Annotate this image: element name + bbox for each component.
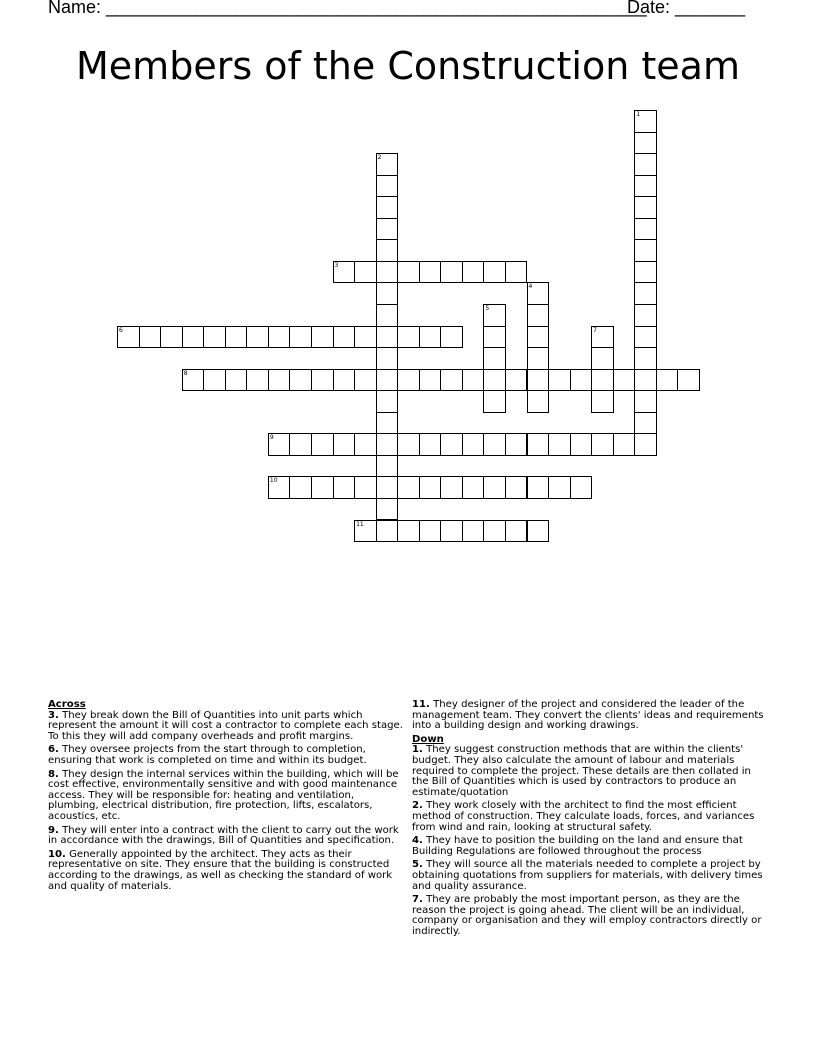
grid-cell[interactable] xyxy=(246,369,269,392)
grid-cell[interactable] xyxy=(527,433,550,456)
grid-cell[interactable] xyxy=(483,347,506,370)
grid-cell[interactable] xyxy=(203,369,226,392)
down-clue-7: 7. They are probably the most important person, as they are the reason the project is going ahead. The client will be an individual, company or organisation and they will employ contractors directly or indirectly. xyxy=(412,894,762,937)
grid-cell[interactable] xyxy=(634,433,657,456)
clue-number-label: 11 xyxy=(356,520,364,528)
grid-cell[interactable] xyxy=(548,476,571,499)
grid-cell[interactable] xyxy=(591,433,614,456)
grid-cell[interactable] xyxy=(376,520,399,543)
grid-cell[interactable] xyxy=(505,433,528,456)
clue-number-label: 1 xyxy=(636,111,641,118)
clue-number-label: 2 xyxy=(377,154,382,162)
grid-cell[interactable] xyxy=(634,218,657,241)
grid-cell[interactable] xyxy=(677,369,700,392)
grid-cell[interactable] xyxy=(333,433,356,456)
grid-cell[interactable] xyxy=(376,433,399,456)
grid-cell[interactable] xyxy=(527,476,550,499)
grid-cell[interactable] xyxy=(527,369,550,392)
clue-number-label: 5 xyxy=(485,305,490,312)
across-heading: Across xyxy=(48,699,86,710)
grid-cell[interactable] xyxy=(376,261,399,284)
grid-cell[interactable] xyxy=(505,261,528,284)
grid-cell[interactable] xyxy=(570,369,593,392)
page-title: Members of the Construction team xyxy=(76,44,740,88)
down-clue-2: 2. They work closely with the architect to find the most efficient method of construction. They calculate loads, forces, and variances from wind and rain, looking at structural safety. xyxy=(412,800,755,833)
grid-cell[interactable] xyxy=(225,369,248,392)
grid-cell[interactable] xyxy=(548,369,571,392)
grid-cell[interactable] xyxy=(376,304,399,327)
across-clue-10: 10. Generally appointed by the architect. They acts as their representative on site. They ensure that the building is constructed according to the drawings, as well as checking the standard of work and quality of materials. xyxy=(48,848,393,892)
across-clue-6: 6. They oversee projects from the start through to completion, ensuring that work is completed on time and within its budget. xyxy=(48,744,367,766)
grid-cell[interactable] xyxy=(634,347,657,370)
grid-cell[interactable] xyxy=(376,218,399,241)
grid-cell[interactable] xyxy=(333,326,356,349)
grid-cell[interactable] xyxy=(634,175,657,198)
grid-cell[interactable] xyxy=(311,433,334,456)
grid-cell[interactable] xyxy=(634,326,657,349)
across-clue-8: 8. They design the internal services within the building, which will be cost effective, environmentally sensitive and with good maintenance access. They will be responsible for: heating and ventilation, plumbing, electrical distribution, fire protection, lifts, escalators, acoustics, etc. xyxy=(48,768,399,822)
grid-cell[interactable] xyxy=(527,347,550,370)
grid-cell[interactable] xyxy=(634,132,657,155)
across-clue-11: 11. They designer of the project and considered the leader of the management team. They convert the clients' ideas and requirements into a building design and working drawings. xyxy=(412,699,764,732)
grid-cell[interactable] xyxy=(397,520,420,543)
grid-cell[interactable] xyxy=(483,433,506,456)
grid-cell[interactable] xyxy=(419,433,442,456)
down-clue-5: 5. They will source all the materials needed to complete a project by obtaining quotations from suppliers for materials, with delivery times and quality assurance. xyxy=(412,859,763,892)
grid-cell[interactable] xyxy=(397,369,420,392)
grid-cell[interactable] xyxy=(376,239,399,262)
across-clue-3: 3. They break down the Bill of Quantities into unit parts which represent the amount it will cost a contractor to complete each stage. To this they will add company overheads and profit margins. xyxy=(48,709,403,742)
grid-cell[interactable] xyxy=(311,476,334,499)
grid-cell[interactable] xyxy=(419,476,442,499)
grid-cell[interactable] xyxy=(591,369,614,392)
grid-cell[interactable] xyxy=(527,326,550,349)
grid-cell[interactable] xyxy=(634,369,657,392)
grid-cell[interactable] xyxy=(656,369,679,392)
clue-number-label: 9 xyxy=(269,434,274,442)
grid-cell[interactable] xyxy=(225,326,248,349)
grid-cell[interactable] xyxy=(289,369,312,392)
grid-cell[interactable] xyxy=(527,304,550,327)
clue-number-label: 6 xyxy=(119,326,123,334)
grid-cell[interactable] xyxy=(440,326,463,349)
grid-cell[interactable] xyxy=(505,369,528,392)
grid-cell[interactable] xyxy=(505,520,528,543)
grid-cell[interactable] xyxy=(354,476,377,499)
grid-cell[interactable] xyxy=(333,476,356,499)
grid-cell[interactable] xyxy=(376,369,399,392)
grid-cell[interactable] xyxy=(311,369,334,392)
grid-cell[interactable] xyxy=(139,326,162,349)
grid-cell[interactable] xyxy=(376,498,399,521)
grid-cell[interactable] xyxy=(462,520,485,543)
grid-cell[interactable] xyxy=(376,476,399,499)
grid-cell[interactable] xyxy=(268,369,291,392)
grid-cell[interactable] xyxy=(462,433,485,456)
grid-cell[interactable] xyxy=(462,261,485,284)
grid-cell[interactable] xyxy=(613,369,636,392)
clue-number-label: 4 xyxy=(528,283,533,291)
grid-cell[interactable] xyxy=(419,326,442,349)
grid-cell[interactable] xyxy=(376,390,399,413)
grid-cell[interactable] xyxy=(376,347,399,370)
grid-cell[interactable] xyxy=(591,390,614,413)
grid-cell[interactable] xyxy=(376,412,399,435)
clue-number-label: 10 xyxy=(269,477,278,485)
grid-cell[interactable] xyxy=(376,326,399,349)
grid-cell[interactable] xyxy=(634,412,657,435)
clue-number-label: 7 xyxy=(593,326,597,334)
grid-cell[interactable] xyxy=(634,282,657,305)
grid-cell[interactable] xyxy=(246,326,269,349)
grid-cell[interactable] xyxy=(182,326,205,349)
down-clue-4: 4. They have to position the building on the land and ensure that Building Regulations are followed throughout the process xyxy=(412,835,743,857)
name-field-label: Name: ______________________________________________________ xyxy=(48,0,647,17)
grid-cell[interactable] xyxy=(527,520,550,543)
clues-column-right xyxy=(412,700,764,940)
grid-cell[interactable] xyxy=(419,369,442,392)
grid-cell[interactable] xyxy=(634,304,657,327)
grid-cell[interactable] xyxy=(440,433,463,456)
grid-cell[interactable] xyxy=(527,390,550,413)
grid-cell[interactable] xyxy=(333,369,356,392)
grid-cell[interactable] xyxy=(289,476,312,499)
grid-cell[interactable] xyxy=(376,282,399,305)
down-clue-1: 1. They suggest construction methods that are within the clients' budget. They also calculate the amount of labour and materials required to complete the project. These details are then collated in the Bill of Quantities which is used by contractors to produce an estimate/quotation xyxy=(412,744,751,798)
grid-cell[interactable] xyxy=(440,476,463,499)
grid-cell[interactable] xyxy=(440,261,463,284)
grid-cell[interactable] xyxy=(397,433,420,456)
grid-cell[interactable] xyxy=(268,326,291,349)
grid-cell[interactable] xyxy=(483,476,506,499)
grid-cell[interactable] xyxy=(440,520,463,543)
grid-cell[interactable] xyxy=(505,476,528,499)
clues-column-left xyxy=(48,700,405,895)
grid-cell[interactable] xyxy=(289,433,312,456)
grid-cell[interactable] xyxy=(634,153,657,176)
grid-cell[interactable] xyxy=(160,326,183,349)
grid-cell[interactable] xyxy=(440,369,463,392)
grid-cell[interactable] xyxy=(203,326,226,349)
clue-number-label: 8 xyxy=(183,369,188,377)
grid-cell[interactable] xyxy=(634,390,657,413)
grid-cell[interactable] xyxy=(376,175,399,198)
grid-cell[interactable] xyxy=(483,520,506,543)
grid-cell[interactable] xyxy=(570,476,593,499)
across-clue-9: 9. They will enter into a contract with the client to carry out the work in accordance with the drawings, Bill of Quantities and specification. xyxy=(48,824,399,847)
grid-cell[interactable] xyxy=(613,433,636,456)
grid-cell[interactable] xyxy=(548,433,571,456)
grid-cell[interactable] xyxy=(397,261,420,284)
grid-cell[interactable] xyxy=(483,390,506,413)
grid-cell[interactable] xyxy=(376,196,399,219)
grid-cell[interactable] xyxy=(591,347,614,370)
down-heading: Down xyxy=(412,733,444,745)
grid-cell[interactable] xyxy=(354,326,377,349)
grid-cell[interactable] xyxy=(483,326,506,349)
grid-cell[interactable] xyxy=(634,196,657,219)
grid-cell[interactable] xyxy=(354,433,377,456)
clue-number-label: 3 xyxy=(334,261,339,269)
grid-cell[interactable] xyxy=(419,520,442,543)
grid-cell[interactable] xyxy=(634,261,657,284)
grid-cell[interactable] xyxy=(483,261,506,284)
grid-cell[interactable] xyxy=(289,326,312,349)
grid-cell[interactable] xyxy=(462,369,485,392)
grid-cell[interactable] xyxy=(354,261,377,284)
grid-cell[interactable] xyxy=(462,476,485,499)
grid-cell[interactable] xyxy=(483,369,506,392)
date-field-label: Date: _______ xyxy=(627,0,746,17)
grid-cell[interactable] xyxy=(397,326,420,349)
grid-cell[interactable] xyxy=(570,433,593,456)
grid-cell[interactable] xyxy=(311,326,334,349)
grid-cell[interactable] xyxy=(397,476,420,499)
grid-cell[interactable] xyxy=(634,239,657,262)
grid-cell[interactable] xyxy=(354,369,377,392)
grid-cell[interactable] xyxy=(376,455,399,478)
grid-cell[interactable] xyxy=(419,261,442,284)
